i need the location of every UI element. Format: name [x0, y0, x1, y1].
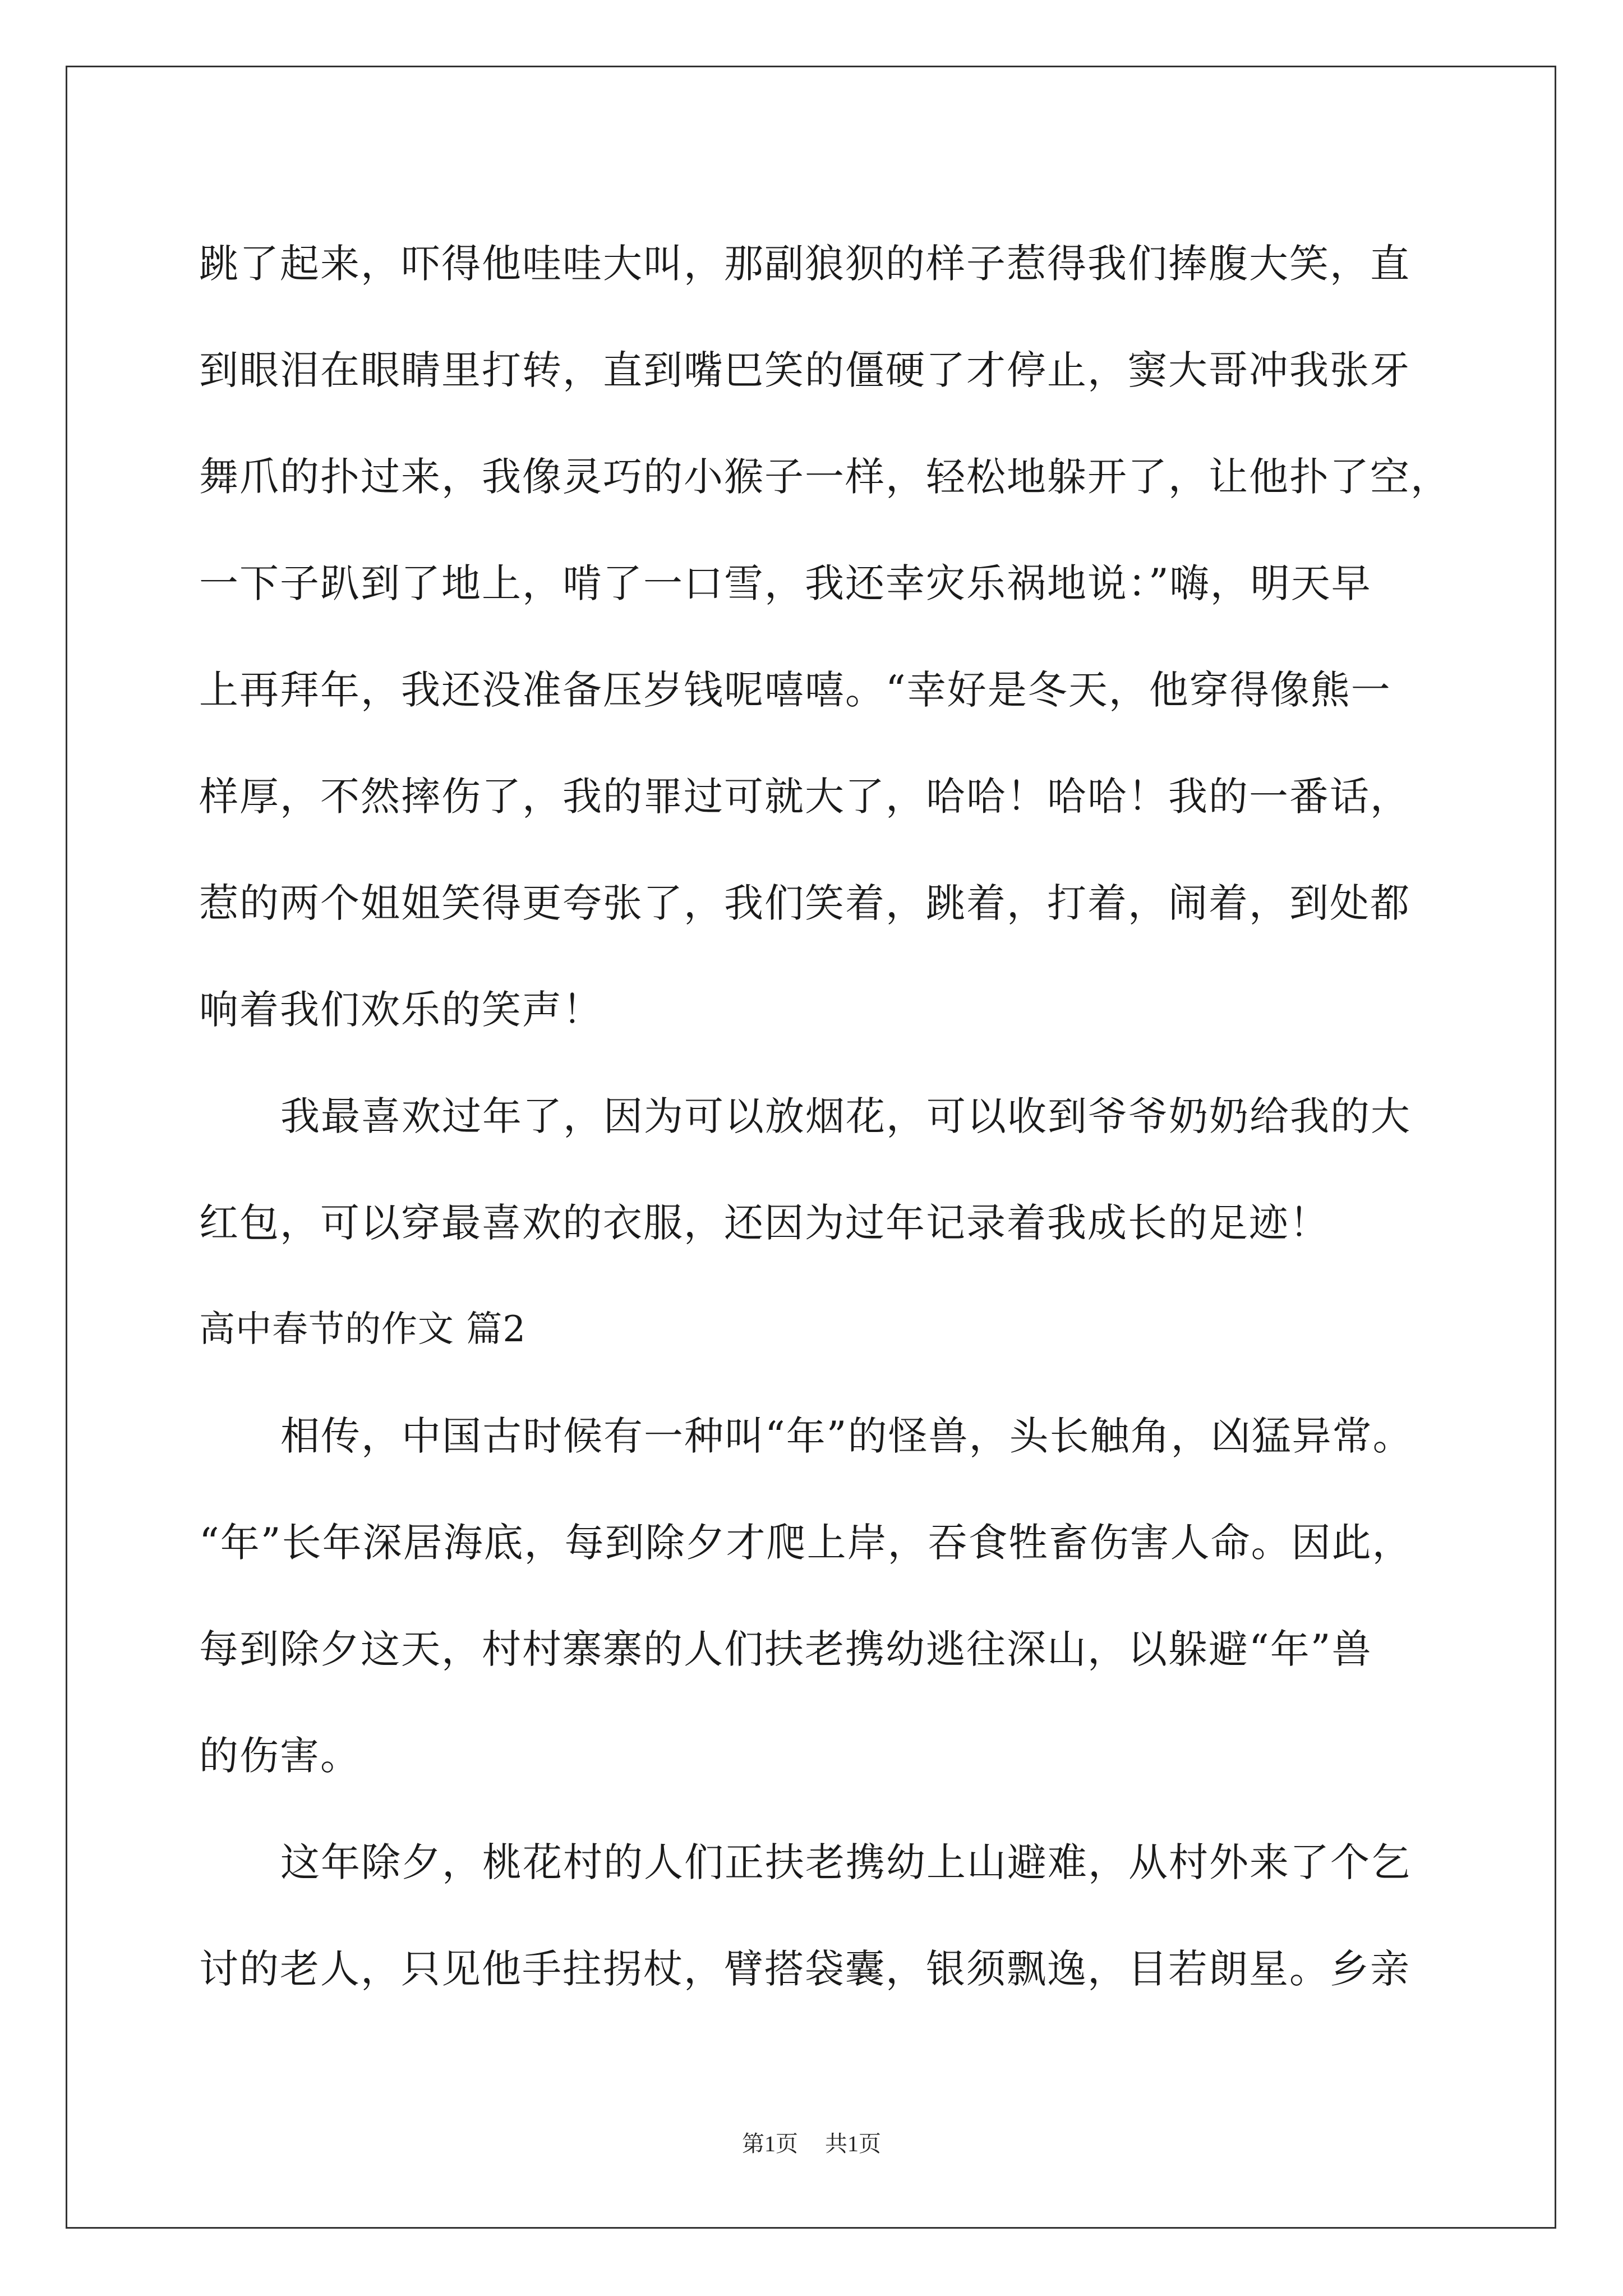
text-line-4: 一下子趴到了地上，啃了一口雪，我还幸灾乐祸地说：”嗨，明天早 [199, 560, 1372, 606]
text-line-14: 每到除夕这天，村村寨寨的人们扶老携幼逃往深山，以躲避“年”兽 [199, 1626, 1372, 1672]
text-line-13: “年”长年深居海底，每到除夕才爬上岸，吞食牲畜伤害人命。因此， [199, 1520, 1413, 1566]
text-line-10: 红包，可以穿最喜欢的衣服，还因为过年记录着我成长的足迹！ [199, 1200, 1330, 1246]
text-line-15: 的伤害。 [199, 1733, 361, 1779]
text-line-6: 样厚，不然摔伤了，我的罪过可就大了，哈哈！哈哈！我的一番话， [199, 774, 1410, 820]
page-number: 第1页 [742, 2131, 798, 2156]
document-body [199, 210, 1451, 2022]
text-line-9: 我最喜欢过年了，因为可以放烟花，可以收到爷爷奶奶给我的大 [280, 1093, 1411, 1139]
page-footer [0, 2126, 1623, 2158]
text-line-5: 上再拜年，我还没准备压岁钱呢嘻嘻。“幸好是冬天，他穿得像熊一 [199, 667, 1391, 713]
text-line-1: 跳了起来，吓得他哇哇大叫，那副狼狈的样子惹得我们捧腹大笑，直 [199, 241, 1410, 287]
text-line-7: 惹的两个姐姐笑得更夸张了，我们笑着，跳着，打着，闹着，到处都 [199, 880, 1410, 926]
section-heading: 高中春节的作文 篇2 [199, 1309, 527, 1350]
text-line-2: 到眼泪在眼睛里打转，直到嘴巴笑的僵硬了才停止，窦大哥冲我张牙 [199, 347, 1410, 393]
text-line-16: 这年除夕，桃花村的人们正扶老携幼上山避难，从村外来了个乞 [280, 1839, 1411, 1885]
text-line-12: 相传，中国古时候有一种叫“年”的怪兽，头长触角，凶猛异常。 [280, 1413, 1413, 1459]
text-line-3: 舞爪的扑过来，我像灵巧的小猴子一样，轻松地躲开了，让他扑了空， [199, 454, 1451, 500]
text-line-8: 响着我们欢乐的笑声！ [199, 987, 603, 1033]
text-line-17: 讨的老人，只见他手拄拐杖，臂搭袋囊，银须飘逸，目若朗星。乡亲 [199, 1946, 1410, 1992]
page-total: 共1页 [825, 2131, 881, 2156]
